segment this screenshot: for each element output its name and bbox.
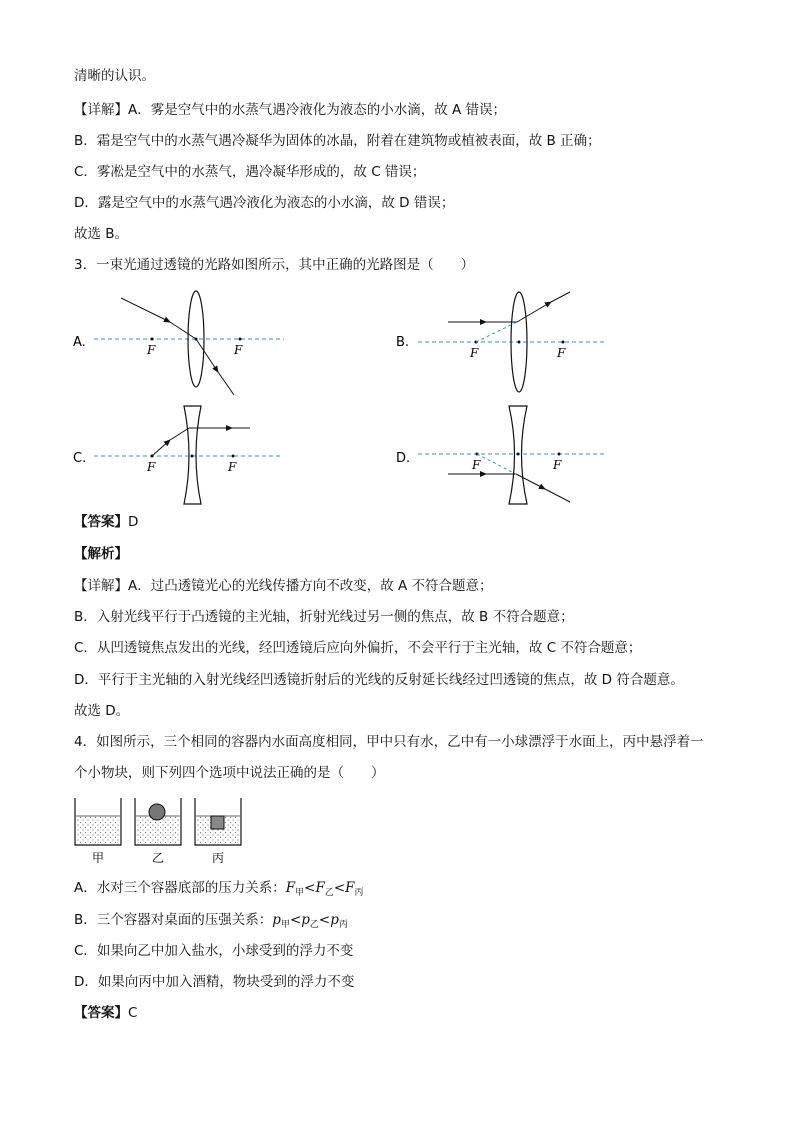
light-ray <box>516 474 545 489</box>
text-line: 故选 B。 <box>74 226 129 242</box>
focus-point <box>151 338 154 341</box>
option-b-label: B. <box>396 335 410 350</box>
optical-center <box>517 453 520 456</box>
question-3-stem: 3．一束光通过透镜的光路如图所示，其中正确的光路图是（ ） <box>74 257 475 273</box>
detail-line: 【详解】A．过凸透镜光心的光线传播方向不改变，故 A 不符合题意； <box>74 578 493 594</box>
detail-line: D．平行于主光轴的入射光线经凹透镜折射后的光线的反射延长线经过凹透镜的焦点，故 D 符合题意。 <box>74 672 684 688</box>
q3-lens-diagrams <box>0 282 794 522</box>
option-a-label: A. <box>73 335 86 350</box>
light-ray <box>170 428 189 440</box>
light-ray <box>170 322 196 339</box>
focus-label: F <box>234 343 243 357</box>
text-line: 清晰的认识。 <box>74 68 155 84</box>
option-c-label: C. <box>73 451 87 466</box>
answer-line: 【答案】C <box>74 1005 138 1021</box>
option-d: D．如果向丙中加入酒精，物块受到的浮力不变 <box>74 974 355 990</box>
focus-point <box>232 455 235 458</box>
focus-label: F <box>470 346 479 360</box>
floating-ball <box>149 804 165 820</box>
caption-yi: 乙 <box>152 851 165 865</box>
text-line: D．露是空气中的水蒸气遇冷液化为液态的小水滴，故 D 错误； <box>74 195 455 211</box>
extension-line <box>477 454 516 474</box>
focus-label: F <box>147 343 156 357</box>
light-ray <box>218 372 234 395</box>
optical-center <box>518 341 521 344</box>
answer-line: 【答案】D <box>74 514 139 530</box>
light-ray <box>121 298 170 322</box>
option-c: C．如果向乙中加入盐水，小球受到的浮力不变 <box>74 943 354 959</box>
focus-label: F <box>228 460 237 474</box>
text-line: 【详解】A．雾是空气中的水蒸气遇冷液化为液态的小水滴，故 A 错误； <box>74 102 507 118</box>
focus-point <box>239 338 242 341</box>
caption-bing: 丙 <box>212 851 225 865</box>
question-4-stem: 个小物块，则下列四个选项中说法正确的是（ ） <box>74 765 385 781</box>
option-b: B．三个容器对桌面的压强关系：$p_甲<p_乙<p_丙$ <box>74 912 348 930</box>
text-line: B．霜是空气中的水蒸气遇冷凝华为固体的冰晶，附着在建筑物或植被表面，故 B 正确； <box>74 133 601 149</box>
light-ray <box>152 440 170 456</box>
analysis-tag: 【解析】 <box>74 546 128 562</box>
text-line: C．雾凇是空气中的水蒸气，遇冷凝华形成的，故 C 错误； <box>74 164 426 180</box>
caption-jia: 甲 <box>92 851 105 865</box>
focus-point <box>562 341 565 344</box>
option-d-label: D. <box>396 451 411 466</box>
water <box>76 816 120 844</box>
option-a: A．水对三个容器底部的压力关系：$F_甲<F_乙<F_丙$ <box>74 880 364 898</box>
light-ray <box>196 339 218 372</box>
light-ray <box>545 489 570 502</box>
focus-label: F <box>472 458 481 472</box>
light-ray <box>517 302 551 322</box>
question-4-stem: 4．如图所示，三个相同的容器内水面高度相同，甲中只有水，乙中有一小球漂浮于水面上，丙中悬浮着一 <box>74 734 704 750</box>
container-figure <box>74 796 254 868</box>
suspended-block <box>211 816 224 829</box>
light-ray <box>551 292 570 302</box>
detail-line: B．入射光线平行于凸透镜的主光轴，折射光线过另一侧的焦点，故 B 不符合题意； <box>74 609 574 625</box>
focus-label: F <box>553 458 562 472</box>
detail-line: C．从凹透镜焦点发出的光线，经凹透镜后应向外偏折，不会平行于主光轴，故 C 不符合题意； <box>74 640 642 656</box>
focus-point <box>558 453 561 456</box>
optical-center <box>191 455 194 458</box>
conclusion-line: 故选 D。 <box>74 703 130 719</box>
focus-label: F <box>147 460 156 474</box>
focus-label: F <box>557 346 566 360</box>
